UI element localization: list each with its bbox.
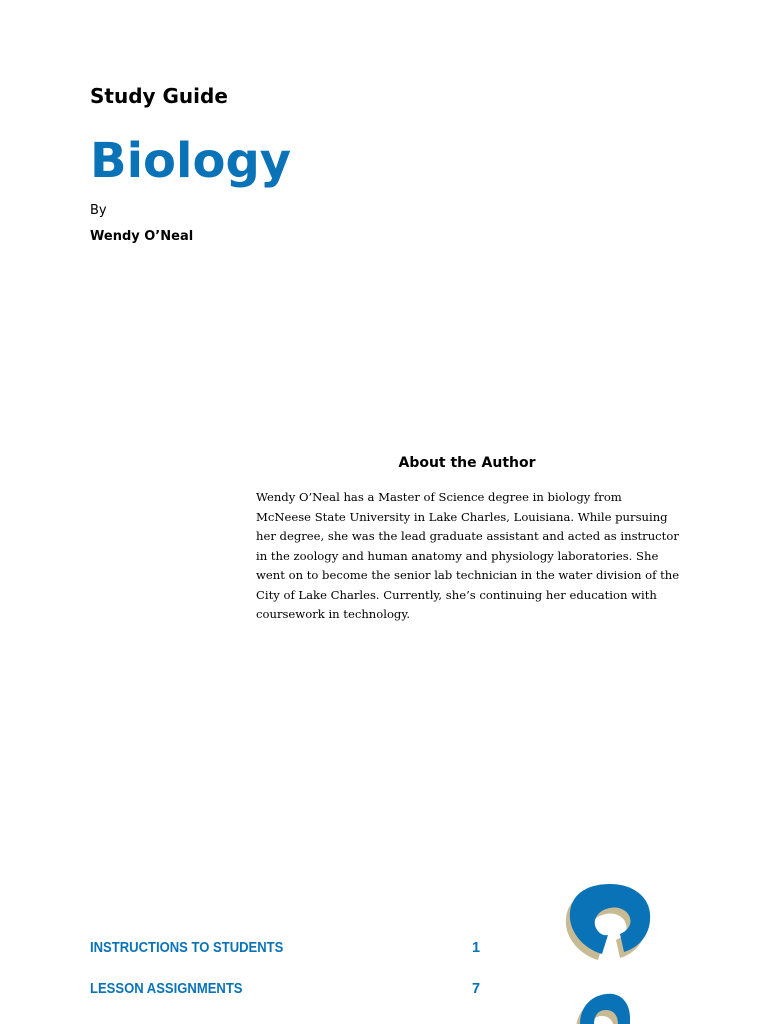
about-author-heading: About the Author (398, 455, 536, 471)
by-label: By (90, 203, 107, 218)
about-author-body: Wendy O’Neal has a Master of Science degree in biology from McNeese State University in Lake Charles, Louisiana. While pursuing her degree, she was the lead graduate assistant and acted as instructor in the zoology and human anatomy and physiology laboratories. She went on to become the senior lab technician in the water division of the City of Lake Charles. Currently, she’s continuing her education with coursework in technology. (256, 490, 680, 621)
curl-logo-icon (558, 878, 668, 1024)
author-name: Wendy O’Neal (90, 229, 194, 244)
toc-item-label: LESSON ASSIGNMENTS (90, 981, 243, 997)
toc-item-label: INSTRUCTIONS TO STUDENTS (90, 940, 284, 956)
document-title: Biology (90, 133, 292, 189)
logo-lower-mark (580, 994, 630, 1024)
toc-item-lesson-assignments[interactable] (90, 981, 490, 1003)
study-guide-label: Study Guide (90, 84, 228, 108)
toc-item-page: 7 (472, 981, 481, 997)
toc-item-instructions[interactable] (90, 940, 490, 962)
toc-item-page: 1 (472, 940, 481, 956)
